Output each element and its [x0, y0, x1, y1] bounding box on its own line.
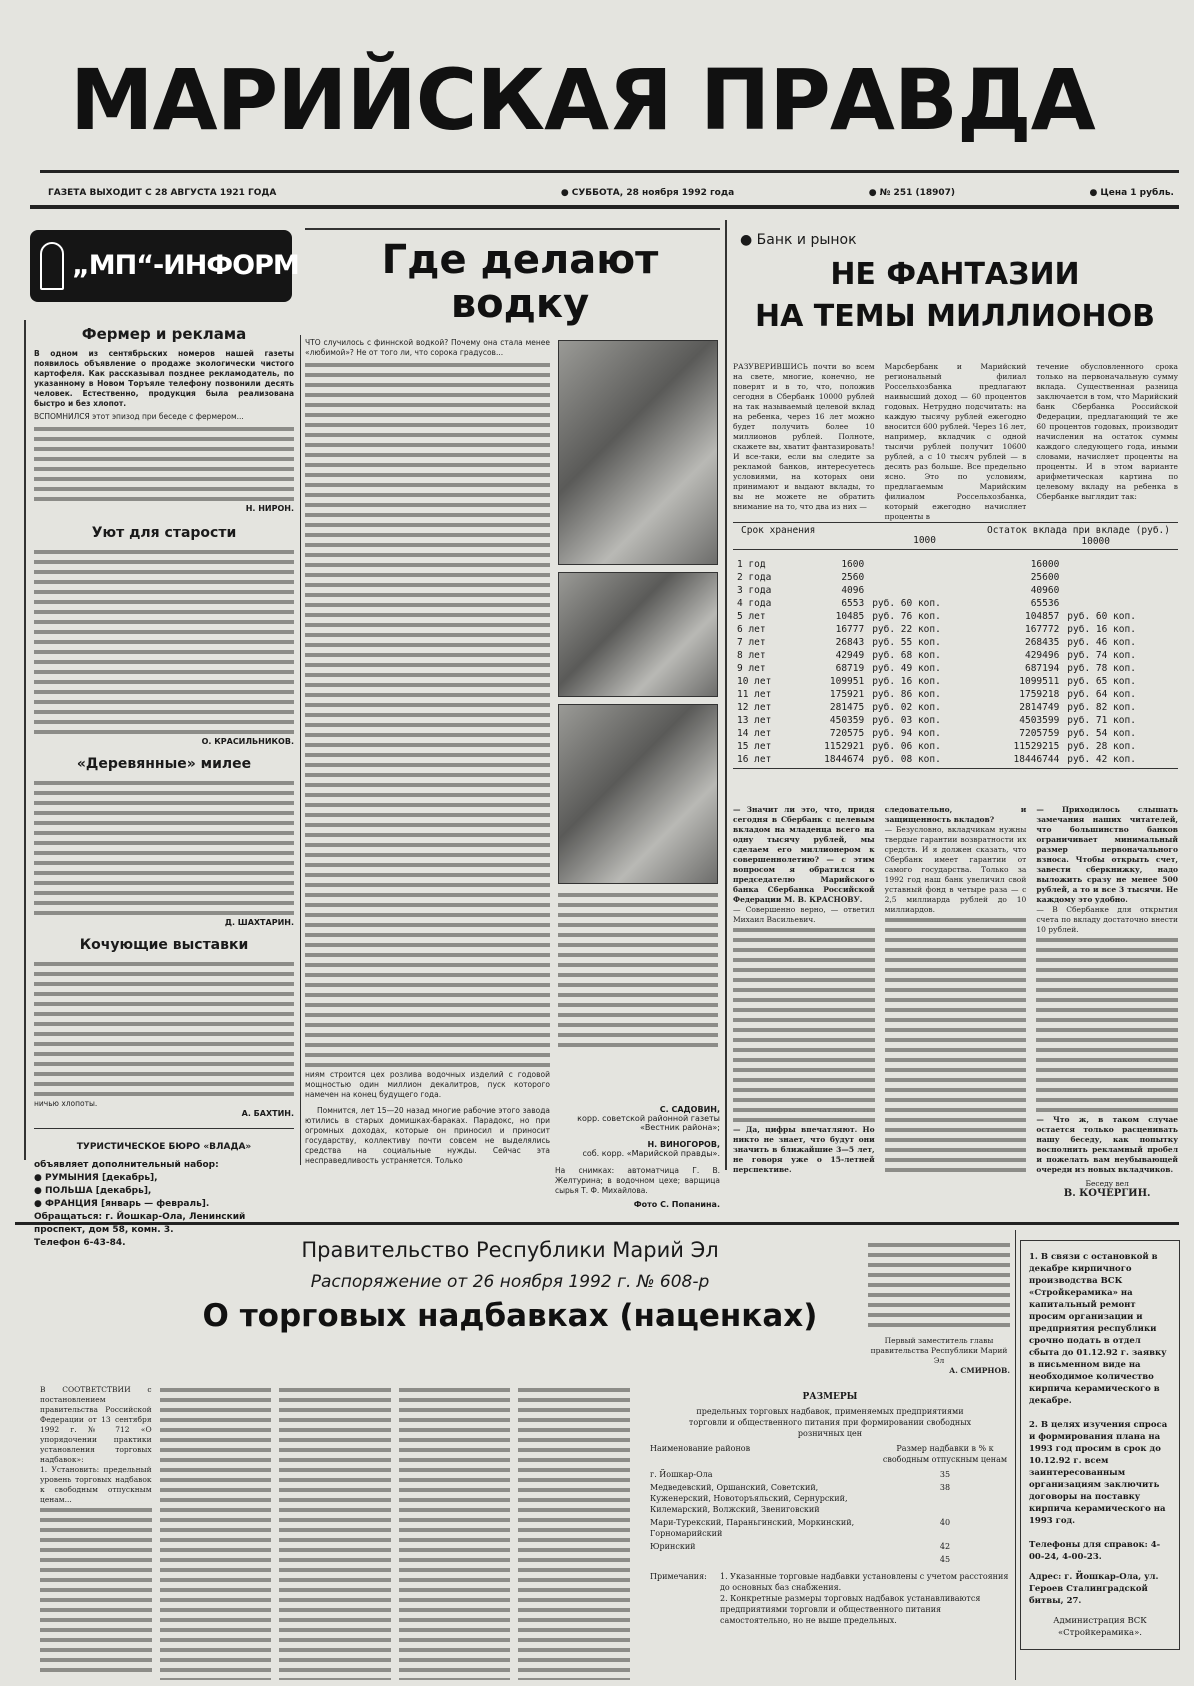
table-cell: 450359: [829, 715, 865, 726]
sizes-table: [650, 1392, 1010, 1626]
rubric: ● Банк и рынок: [740, 232, 857, 248]
interview-question: следовательно, и защищенность вкладов?: [884, 805, 1027, 824]
interview-answer: — Безусловно, вкладчикам нужны твердые гарантии возвратности их средств. И я должен сказать, что Сбербанк имеет гарантии от самого государства. Только за 1992 год наш банк увеличил свой уставный фонд в четыре раза — с 2,5 миллиарда рублей до 10 миллиардов.: [884, 825, 1027, 914]
table-row: [733, 610, 1178, 623]
table-cell: 104857: [1024, 611, 1060, 622]
text-block: [868, 1240, 1010, 1330]
table-cell: 11529215: [1013, 741, 1060, 752]
table-cell: руб. 49 коп.: [872, 663, 941, 674]
article-body: Марсбербанк и Марийский региональный филиал Россельхозбанка предлагают наивысший доход — 60 процентов годовых. Нетрудно подсчитать: на каждую тысячу рублей ежегодно вносится 600 рублей. Через 16 лет, например, вкладчик с одной тысячи рублей получит 10600 рублей, а с 10 тысяч рублей — в десять раз больше. Все предельно ясно. Это по условиям, предлагаемым Марийским филиалом Россельхозбанка, который ежегодно начисляет проценты в: [884, 362, 1027, 521]
divider: [24, 320, 26, 1160]
byline-label: Беседу вел: [1085, 1179, 1129, 1188]
table-cell: 4 года: [737, 598, 772, 609]
divider: [40, 170, 1179, 173]
table-cell: 10 лет: [737, 676, 772, 687]
table-cell: 2 года: [737, 572, 772, 583]
byline: Н. НИРОН.: [245, 504, 294, 513]
region-row: [650, 1482, 1010, 1515]
byline-role: соб. корр. «Марийской правды».: [582, 1149, 720, 1158]
article-body: РАЗУВЕРИВШИСЬ почти во всем на свете, многие, конечно, не поверят и в то, что, положив сегодня в Сбербанк 10000 рублей на так называемый целевой вклад на ребенка, через 16 лет можно будет получить более 10 миллионов рублей. Полноте, скажете вы, хватит фантазировать! И все-таки, если вы следите за рекламой банков, интересуетесь условиями, на которых они принимают и выдают вклады, то вы не можете не обратить внимание на то, что два из них —: [733, 362, 875, 511]
decree-lead: В СООТВЕТСТВИИ с постановлением правительства Российской Федерации от 13 сентября 1992 г. № 712 «О упорядочении практики установления торговых надбавок»:: [40, 1385, 152, 1464]
table-row: [733, 714, 1178, 727]
interview-question: — Что ж, в таком случае остается только расценивать нашу беседу, как попытку восполнить рекламный пробел и пожелать вам неубывающей очереди из новых вкладчиков.: [1036, 1115, 1178, 1174]
text-block: [305, 360, 550, 1070]
divider: [15, 1222, 1179, 1225]
decree-number: Распоряжение от 26 ноября 1992 г. № 608-р: [310, 1272, 710, 1292]
issue-date: ● СУББОТА, 28 ноября 1992 года: [561, 188, 734, 198]
table-cell: руб. 65 коп.: [1067, 676, 1136, 687]
table-cell: руб. 03 коп.: [872, 715, 941, 726]
table-cell: 16 лет: [737, 754, 772, 765]
mp-inform-logo: „МП“-ИНФОРМ: [30, 230, 292, 302]
text-block: [40, 1505, 152, 1675]
table-cell: 268435: [1024, 637, 1060, 648]
byline: Д. ШАХТАРИН.: [224, 918, 294, 927]
decree-title: О торговых надбавках (наценках): [202, 1298, 818, 1334]
table-cell: руб. 22 коп.: [872, 624, 941, 635]
article-body: ниям строится цех розлива водочных изделий с годовой мощностью один миллион декалитров, пуск которого намечен на конец будущего года.: [305, 1070, 550, 1099]
region-row: [650, 1517, 1010, 1539]
article-title: «Деревянные» милее: [76, 756, 252, 772]
table-row: [733, 584, 1178, 597]
table-cell: руб. 71 коп.: [1067, 715, 1136, 726]
markup-percent: 42: [939, 1542, 951, 1551]
table-cell: 1099511: [1019, 676, 1060, 687]
col-header: 1000: [913, 535, 936, 546]
divider: [1015, 1230, 1016, 1680]
table-cell: 18446744: [1013, 754, 1060, 765]
table-row: [733, 623, 1178, 636]
masthead-title: МАРИЙСКАЯ ПРАВДА: [70, 51, 1095, 149]
table-row: [733, 675, 1178, 688]
table-cell: 1759218: [1019, 689, 1060, 700]
table-row: [733, 636, 1178, 649]
table-row: [733, 688, 1178, 701]
sizes-subtitle: предельных торговых надбавок, применяемых предприятиями торговли и общественного питания при формировании свободных розничных цен: [688, 1407, 972, 1438]
deposit-table: [733, 522, 1178, 769]
table-row: [733, 649, 1178, 662]
region-name: [650, 1554, 870, 1565]
sizes-title: РАЗМЕРЫ: [802, 1392, 858, 1402]
table-cell: 7205759: [1019, 728, 1060, 739]
table-row: [733, 701, 1178, 714]
table-cell: 15 лет: [737, 741, 772, 752]
table-cell: руб. 74 коп.: [1067, 650, 1136, 661]
table-cell: 167772: [1024, 624, 1060, 635]
photo-worker: [558, 704, 718, 884]
table-cell: руб. 60 коп.: [872, 598, 941, 609]
ad-address: Обращаться: г. Йошкар-Ола, Ленинский проспект, дом 58, комн. 3.: [34, 1212, 246, 1235]
notes-label: Примечания:: [650, 1572, 707, 1581]
table-cell: 16777: [835, 624, 865, 635]
travel-ad: [34, 1141, 294, 1250]
table-cell: руб. 16 коп.: [1067, 624, 1136, 635]
vsk-notice: [1020, 1240, 1180, 1650]
photo-credit: Фото С. Попанина.: [633, 1200, 720, 1209]
table-cell: руб. 16 коп.: [872, 676, 941, 687]
table-cell: 1600: [841, 559, 865, 570]
table-cell: 2560: [841, 572, 865, 583]
table-cell: руб. 02 коп.: [872, 702, 941, 713]
table-cell: [1063, 597, 1178, 610]
table-cell: руб. 86 коп.: [872, 689, 941, 700]
table-cell: 10485: [835, 611, 865, 622]
table-cell: 1152921: [824, 741, 865, 752]
text-block: [518, 1385, 630, 1680]
col-header: Наименование районов: [650, 1444, 751, 1453]
article-title: Фермер и реклама: [81, 325, 247, 343]
table-cell: 68719: [835, 663, 865, 674]
text-block: [34, 959, 294, 1099]
notice-paragraph: 2. В целях изучения спроса и формирования плана на 1993 год просим в срок до 10.12.92 г. всем заинтересованным организациям заключить договоры на поставку кирпича керамического на 1993 год.: [1029, 1420, 1168, 1526]
text-block: [558, 890, 718, 1050]
table-cell: 40960: [1030, 585, 1060, 596]
table-cell: руб. 55 коп.: [872, 637, 941, 648]
interview-question: — Значит ли это, что, придя сегодня в Сбербанк с целевым вкладом на младенца всего на одну тысячу рублей, мы сделаем его миллионером к совершеннолетию? — с этим вопросом я обратился к председателю Марийского банка Сбербанка Российской Федерации М. В. КРАСНОВУ.: [733, 805, 875, 904]
table-cell: 12 лет: [737, 702, 772, 713]
byline: О. КРАСИЛЬНИКОВ.: [201, 737, 294, 746]
region-row: [650, 1469, 1010, 1480]
table-cell: руб. 54 коп.: [1067, 728, 1136, 739]
interview-answer: — В Сбербанке для открытия счета по вкладу достаточно внести 10 рублей.: [1036, 905, 1178, 934]
byline: Н. ВИНОГОРОВ,: [647, 1140, 720, 1149]
table-cell: 109951: [829, 676, 865, 687]
table-cell: 720575: [829, 728, 865, 739]
table-row: [733, 753, 1178, 766]
table-cell: 16000: [1030, 559, 1060, 570]
divider: [725, 220, 727, 1170]
ad-title: ТУРИСТИЧЕСКОЕ БЮРО «ВЛАДА»: [76, 1142, 252, 1152]
markup-percent: 38: [939, 1483, 951, 1492]
text-block: [160, 1385, 272, 1680]
col-header: Остаток вклада при вкладе (руб.) 10000: [986, 525, 1170, 547]
region-row: [650, 1541, 1010, 1552]
table-cell: 4096: [841, 585, 865, 596]
note: 2. Конкретные размеры торговых надбавок устанавливаются предприятиями торговли и общественного питания самостоятельно, но не выше предельных.: [720, 1594, 981, 1625]
table-cell: 6 лет: [737, 624, 766, 635]
ad-destination: ● ФРАНЦИЯ [январь — февраль].: [34, 1199, 210, 1209]
table-cell: 7 лет: [737, 637, 766, 648]
table-cell: 9 лет: [737, 663, 766, 674]
table-cell: 65536: [1030, 598, 1060, 609]
table-cell: 6553: [841, 598, 865, 609]
issue-number: ● № 251 (18907): [869, 188, 955, 198]
region-name: Юринский: [650, 1542, 696, 1551]
table-cell: [1063, 584, 1178, 597]
article-title: Кочующие выставки: [79, 937, 249, 953]
region-name: Медведевский, Оршанский, Советский, Куженерский, Новоторъяльский, Сернурский, Килемарский, Волжский, Звениговский: [650, 1483, 848, 1514]
table-cell: [1063, 558, 1178, 571]
table-cell: 26843: [835, 637, 865, 648]
markup-percent: 45: [939, 1555, 951, 1564]
table-cell: 25600: [1030, 572, 1060, 583]
table-cell: 2814749: [1019, 702, 1060, 713]
region-row: [650, 1554, 1010, 1565]
table-cell: 13 лет: [737, 715, 772, 726]
table-cell: 687194: [1024, 663, 1060, 674]
table-cell: [868, 571, 983, 584]
table-cell: руб. 76 коп.: [872, 611, 941, 622]
table-cell: руб. 46 коп.: [1067, 637, 1136, 648]
table-cell: руб. 78 коп.: [1067, 663, 1136, 674]
table-cell: 1 год: [737, 559, 766, 570]
table-cell: руб. 82 коп.: [1067, 702, 1136, 713]
photo-caption: На снимках: автоматчица Г. В. Желтурина; в водочном цехе; варщица сырья Т. Ф. Михайлова.: [555, 1166, 720, 1195]
article-headline: Где делают водку: [381, 237, 659, 327]
table-row: [733, 727, 1178, 740]
text-block: [399, 1385, 511, 1680]
table-cell: 11 лет: [737, 689, 772, 700]
note: 1. Указанные торговые надбавки установлены с учетом расстояния до основных баз снабжения.: [720, 1572, 1009, 1592]
col-header: Размер надбавки в % к свободным отпускным ценам: [882, 1444, 1008, 1464]
region-name: Мари-Турекский, Параньгинский, Моркинский, Горномарийский: [650, 1518, 855, 1538]
article-title: Уют для старости: [91, 525, 237, 541]
article-lead: ЧТО случилось с финнской водкой? Почему она стала менее «любимой»? Не от того ли, что сорока градусов...: [305, 338, 550, 357]
markup-percent: 40: [939, 1518, 951, 1527]
text-block: [279, 1385, 391, 1680]
table-cell: 8 лет: [737, 650, 766, 661]
table-cell: [868, 584, 983, 597]
interview-question: — Приходилось слышать замечания наших читателей, что большинство банков ограничивает минимальный размер первоначального взноса. Чтобы открыть счет, завести сберкнижку, надо выложить сразу не менее 500 рублей, а то и все 3 тысячи. Не каждому это удобно.: [1036, 805, 1178, 904]
text-block: [885, 915, 1027, 1175]
article-body: течение обусловленного срока только на первоначальную сумму вклада. Существенная разница заключается в том, что Марийский банк Сбербанка Российской Федерации, предлагающий те же 60 процентов годовых, производит начисления на остаток суммы каждого следующего года, иными словами, начисляет проценты на проценты. И в этом варианте арифметическая картина по целевому вкладу на ребенка в Сбербанке выглядит так:: [1036, 362, 1178, 501]
byline: В. КОЧЕРГИН.: [1063, 1188, 1151, 1199]
byline: С. САДОВИН,: [659, 1105, 720, 1114]
interview-question: — Да, цифры впечатляют. Но никто не знает, что будут они значить в ближайшие 3—5 лет, не говоря уже о 15-летней перспективе.: [733, 1125, 875, 1174]
table-cell: руб. 42 коп.: [1067, 754, 1136, 765]
price: ● Цена 1 рубль.: [1090, 188, 1174, 198]
table-cell: руб. 28 коп.: [1067, 741, 1136, 752]
table-cell: 5 лет: [737, 611, 766, 622]
byline: А. БАХТИН.: [241, 1109, 294, 1118]
pen-nib-icon: [40, 242, 64, 290]
table-cell: 4503599: [1019, 715, 1060, 726]
notice-phones: Телефоны для справок: 4-00-24, 4-00-23.: [1029, 1540, 1161, 1562]
article-body: ничью хлопоты.: [34, 1099, 98, 1108]
table-cell: 42949: [835, 650, 865, 661]
founded-line: ГАЗЕТА ВЫХОДИТ С 28 АВГУСТА 1921 ГОДА: [48, 188, 277, 198]
table-cell: 175921: [829, 689, 865, 700]
signer-title: Первый заместитель главы правительства Республики Марий Эл: [870, 1336, 1008, 1365]
table-row: [733, 571, 1178, 584]
table-cell: руб. 68 коп.: [872, 650, 941, 661]
table-cell: руб. 08 коп.: [872, 754, 941, 765]
decree-clause: 1. Установить: предельный уровень торговых надбавок к свободным отпускным ценам...: [40, 1465, 152, 1504]
table-cell: 281475: [829, 702, 865, 713]
table-cell: [1063, 571, 1178, 584]
table-cell: руб. 64 коп.: [1067, 689, 1136, 700]
table-cell: руб. 94 коп.: [872, 728, 941, 739]
article-body: ВСПОМНИЛСЯ этот эпизод при беседе с фермером...: [34, 412, 244, 421]
table-cell: 429496: [1024, 650, 1060, 661]
region-name: г. Йошкар-Ола: [650, 1470, 713, 1479]
ad-phone: Телефон 6-43-84.: [34, 1238, 126, 1248]
notice-paragraph: 1. В связи с остановкой в декабре кирпичного производства ВСК «Стройкерамика» на капитальный ремонт просим организации и предприятия республики срочно подать в отдел сбыта до 01.12.92 г. заявку в письменном виде на необходимое количество кирпича керамического в декабре.: [1029, 1252, 1167, 1406]
byline-role: корр. советской районной газеты «Вестник района»;: [577, 1114, 720, 1132]
article-headline: НЕ ФАНТАЗИИ НА ТЕМЫ МИЛЛИОНОВ: [755, 257, 1155, 334]
ad-subtitle: объявляет дополнительный набор:: [34, 1160, 219, 1170]
table-cell: [868, 558, 983, 571]
table-cell: 14 лет: [737, 728, 772, 739]
text-block: [34, 547, 294, 737]
markup-percent: 35: [939, 1470, 951, 1479]
table-row: [733, 558, 1178, 571]
signer-name: А. СМИРНОВ.: [949, 1366, 1010, 1375]
table-cell: руб. 06 коп.: [872, 741, 941, 752]
photo-workshop: [558, 572, 718, 697]
ad-destination: ● ПОЛЬША [декабрь],: [34, 1186, 152, 1196]
text-block: [1036, 935, 1178, 1115]
interview-answer: — Совершенно верно, — ответил Михаил Васильевич.: [733, 905, 875, 924]
masthead-info: [48, 188, 1174, 198]
text-block: [34, 424, 294, 504]
notice-signature: Администрация ВСК «Стройкерамика».: [1053, 1616, 1147, 1638]
col-header: Срок хранения: [741, 525, 816, 536]
divider: [300, 335, 301, 1165]
text-block: [733, 925, 875, 1125]
photo-woman-portrait: [558, 340, 718, 565]
table-cell: 1844674: [824, 754, 865, 765]
divider: [30, 205, 1179, 209]
table-row: [733, 662, 1178, 675]
article-lead: В одном из сентябрьских номеров нашей газеты появилось объявление о продаже экологически чистого картофеля. Как рассказывал позднее рекламодатель, по указанному в Новом Торъяле телефону позвонили десять человек. Естественно, продукция была реализована быстро и без хлопот.: [34, 349, 294, 408]
text-block: [34, 778, 294, 918]
table-row: [733, 740, 1178, 753]
table-cell: 3 года: [737, 585, 772, 596]
government-header: Правительство Республики Марий Эл: [301, 1238, 719, 1262]
article-body: Помнится, лет 15—20 назад многие рабочие этого завода ютились в старых домишках-бараках. Парадокс, но при огромных доходах, которые он приносил и приносит государству, коллективу почти совсем не выделялись средства на социальные нужды. Сейчас эта несправедливость устраняется. Только: [305, 1106, 550, 1165]
ad-destination: ● РУМЫНИЯ [декабрь],: [34, 1173, 158, 1183]
table-row: [733, 597, 1178, 610]
table-cell: руб. 60 коп.: [1067, 611, 1136, 622]
notice-address: Адрес: г. Йошкар-Ола, ул. Героев Сталинградской битвы, 27.: [1029, 1572, 1159, 1606]
